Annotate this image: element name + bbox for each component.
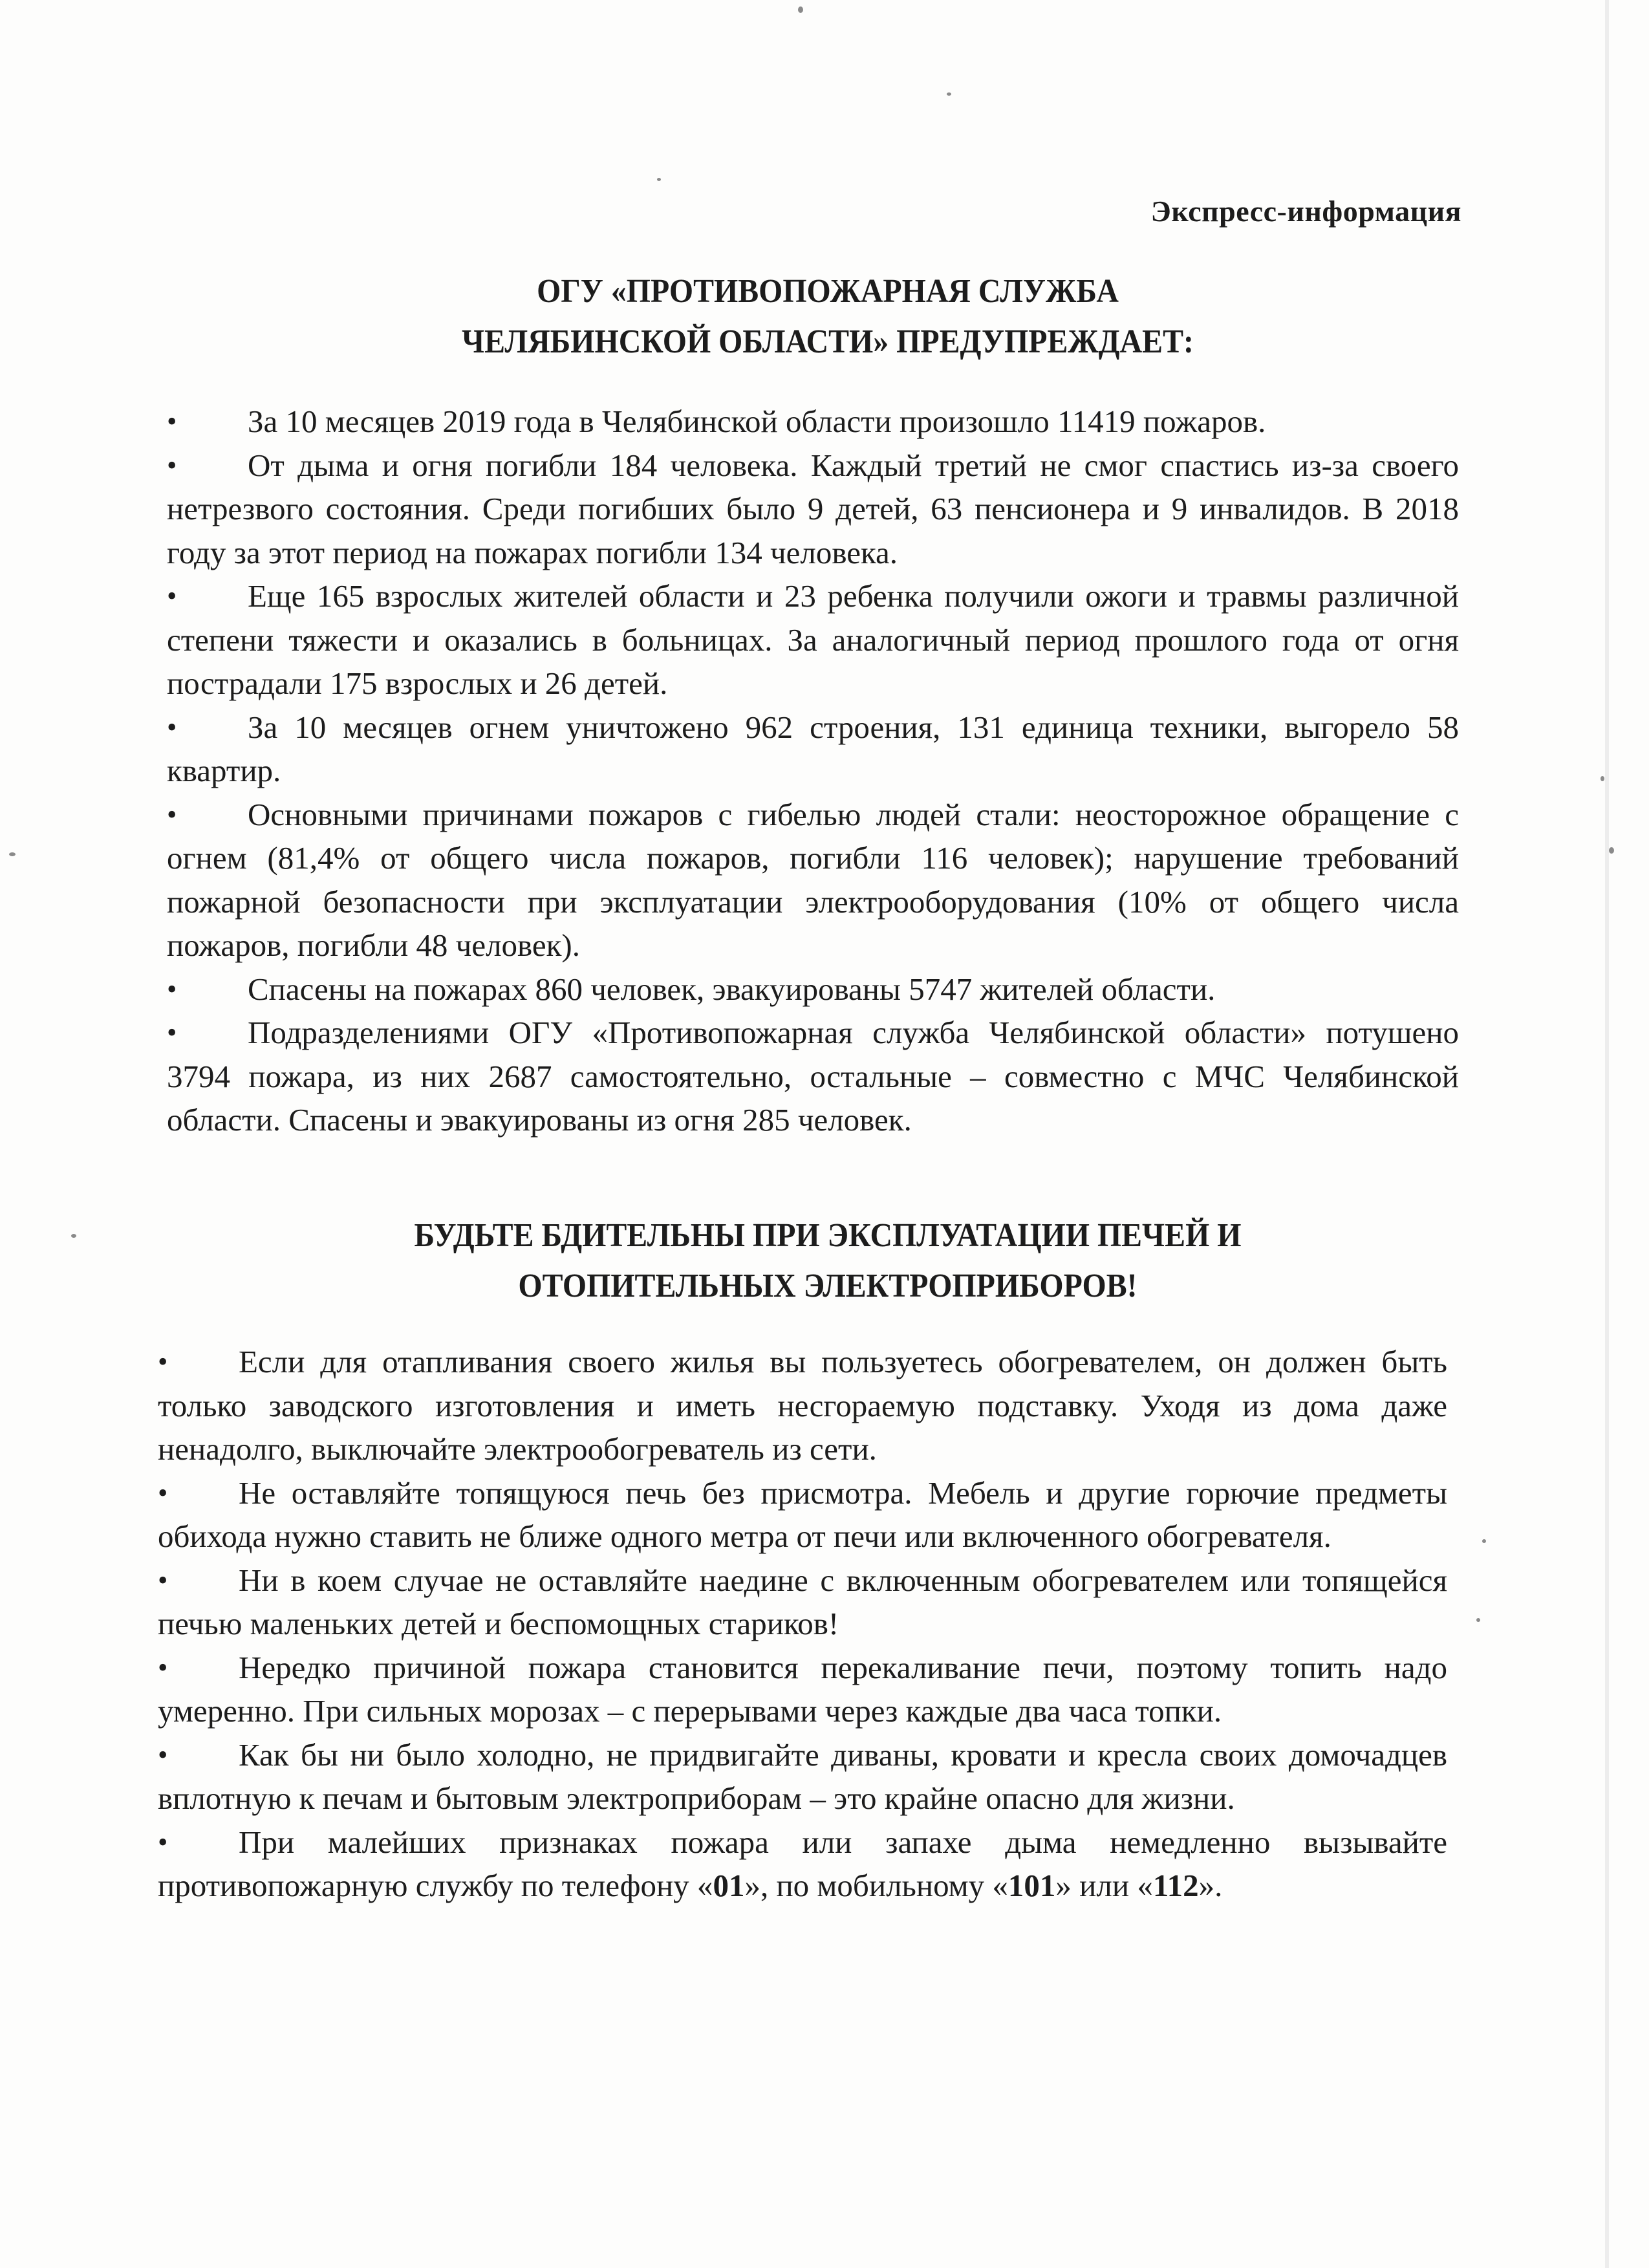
bullet-icon: • [158,1476,168,1509]
page-title [66,266,1589,367]
bullet-icon: • [167,449,177,481]
title-line: ОГУ «ПРОТИВОПОЖАРНАЯ СЛУЖБА [537,273,1119,310]
scan-speck [1600,776,1604,781]
scan-speck [1609,847,1614,854]
emergency-text: », по мобильному « [744,1868,1008,1903]
scan-speck [1482,1539,1486,1543]
list-item [158,1646,1447,1733]
warning-title [66,1211,1589,1312]
list-item [167,444,1459,575]
list-item-text: Подразделениями ОГУ «Противопожарная служба Челябинской области» потушено 3794 пожара, из них 2687 самостоятельно, остальные – совместно с МЧС Челябинской области. Спасены и эвакуированы из огня 285 человек. [167,1015,1459,1138]
list-item-text: Если для отапливания своего жилья вы пользуетесь обогревателем, он должен быть только заводского изготовления и иметь несгораемую подставку. Уходя из дома даже ненадолго, выключайте электрообогреватель из сети. [158,1344,1447,1467]
bullet-icon: • [167,1017,177,1048]
emergency-list-item [158,1820,1447,1908]
bullet-icon: • [158,1826,168,1858]
emergency-text: » или « [1055,1868,1153,1903]
list-item [167,706,1459,793]
list-item-text: Спасены на пожарах 860 человек, эвакуированы 5747 жителей области. [248,971,1216,1007]
warning-title-line: БУДЬТЕ БДИТЕЛЬНЫ ПРИ ЭКСПЛУАТАЦИИ ПЕЧЕЙ И [414,1217,1242,1254]
list-item-text: Еще 165 взрослых жителей области и 23 ребенка получили ожоги и травмы различной степени тяжести и оказались в больницах. За аналогичный период прошлого года от огня пострадали 175 взрослых и 26 детей. [167,578,1459,701]
list-item [167,967,1459,1011]
list-item [158,1471,1447,1559]
list-item [158,1340,1447,1471]
emergency-text: ». [1198,1868,1223,1903]
list-item-text: Ни в коем случае не оставляйте наедине с включенным обогревателем или топящейся печью маленьких детей и беспомощных стариков! [158,1562,1447,1641]
list-item [167,793,1459,967]
bullet-icon: • [167,580,177,612]
scan-speck [1476,1618,1480,1622]
bullet-icon: • [158,1346,168,1377]
list-item-text: За 10 месяцев огнем уничтожено 962 строения, 131 единица техники, выгорело 58 квартир. [167,709,1459,788]
list-item-text: Как бы ни было холодно, не придвигайте диваны, кровати и кресла своих домочадцев вплотную к печам и бытовым электроприборам – это крайне опасно для жизни. [158,1736,1447,1816]
bullet-icon: • [158,1564,168,1596]
phone-number-unified: 112 [1152,1868,1199,1903]
list-item-text: За 10 месяцев 2019 года в Челябинской области произошло 11419 пожаров. [248,404,1266,439]
bullet-icon: • [158,1651,168,1683]
phone-number-mobile: 101 [1008,1868,1056,1903]
scan-speck [947,92,951,96]
list-item [158,1559,1447,1646]
bullet-icon: • [167,711,177,743]
scan-speck [9,852,16,856]
statistics-list [167,400,1459,1142]
bullet-icon: • [167,798,177,830]
phone-number-landline: 01 [713,1868,745,1903]
list-item [167,574,1459,706]
scan-page-edge [1605,0,1609,2268]
list-item-text: Не оставляйте топящуюся печь без присмотра. Мебель и другие горючие предметы обихода нужно ставить не ближе одного метра от печи или включенного обогревателя. [158,1474,1447,1554]
document-label: Экспресс-информация [1150,195,1461,228]
list-item [167,1011,1459,1142]
bullet-icon: • [158,1738,168,1771]
emergency-text: При малейших признаках пожара или запахе дыма немедленно вызывайте противопожарную службу по телефону « [158,1824,1447,1903]
advice-list [158,1340,1447,1908]
bullet-icon: • [167,973,177,1005]
list-item-text: Нередко причиной пожара становится перекаливание печи, поэтому топить надо умеренно. При сильных морозах – с перерывами через каждые два часа топки. [158,1649,1447,1729]
scan-speck [657,178,661,181]
list-item [158,1733,1447,1820]
list-item-text: Основными причинами пожаров с гибелью людей стали: неосторожное обращение с огнем (81,4% от общего числа пожаров, погибли 116 человек); нарушение требований пожарной безопасности при эксплуатации электрооборудования (10% от общего числа пожаров, погибли 48 человек). [167,796,1459,963]
scan-speck [798,6,803,13]
warning-title-line: ОТОПИТЕЛЬНЫХ ЭЛЕКТРОПРИБОРОВ! [518,1268,1137,1304]
list-item [167,400,1459,444]
title-line: ЧЕЛЯБИНСКОЙ ОБЛАСТИ» ПРЕДУПРЕЖДАЕТ: [462,323,1194,360]
list-item-text: От дыма и огня погибли 184 человека. Каждый третий не смог спастись из-за своего нетрезвого состояния. Среди погибших было 9 детей, 63 пенсионера и 9 инвалидов. В 2018 году за этот период на пожарах погибли 134 человека. [167,447,1459,570]
bullet-icon: • [167,405,177,437]
